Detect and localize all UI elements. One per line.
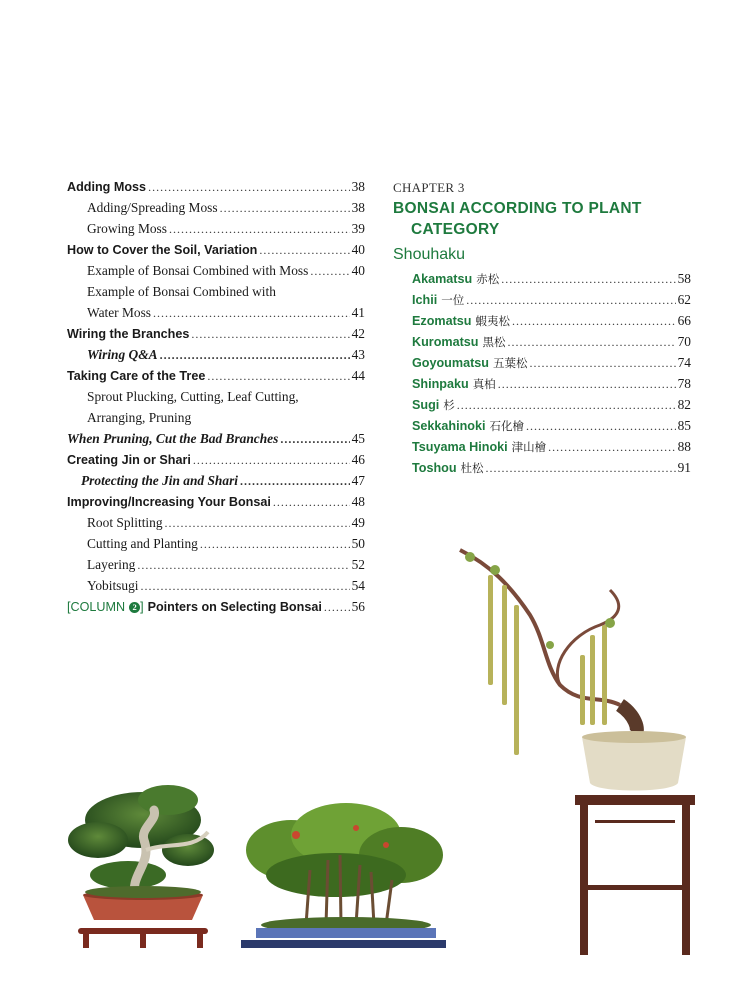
toc-entry: [67, 365, 365, 386]
toc-entry-label: Example of Bonsai Combined with Moss: [87, 263, 309, 278]
plant-toc-entry: [412, 373, 691, 394]
toc-page-number: 74: [677, 355, 691, 370]
dot-leader: [310, 261, 349, 282]
toc-page-number: 85: [677, 418, 691, 433]
toc-page-number: 58: [677, 271, 691, 286]
dot-leader: [512, 311, 676, 332]
toc-entry: [67, 428, 365, 449]
dot-leader: [507, 332, 675, 353]
plant-toc-entry: [412, 310, 691, 331]
toc-entry-label: Arranging, Pruning: [87, 410, 192, 425]
column-entry-label: Pointers on Selecting Bonsai: [147, 600, 322, 614]
toc-page-number: 40: [351, 242, 365, 257]
dot-leader: [273, 492, 350, 513]
toc-page-number: 50: [351, 536, 365, 551]
dot-leader: [160, 345, 350, 366]
plant-name: Kuromatsu: [412, 335, 479, 349]
right-toc: [412, 268, 691, 478]
toc-entry-label: Taking Care of the Tree: [67, 369, 206, 383]
toc-entry: [67, 554, 365, 575]
toc-page-number: 78: [677, 376, 691, 391]
chapter-label: CHAPTER 3: [393, 180, 465, 195]
forest-bonsai-photo: [236, 800, 451, 960]
toc-entry: [67, 491, 365, 512]
column-prefix: [COLUMN: [67, 600, 126, 614]
toc-page-number: 56: [351, 599, 365, 614]
plant-toc-entry: [412, 331, 691, 352]
toc-entry-label: Wiring the Branches: [67, 327, 190, 341]
toc-page-number: 48: [351, 494, 365, 509]
toc-page-number: 91: [677, 460, 691, 475]
dot-leader: [191, 324, 349, 345]
dot-leader: [169, 219, 350, 240]
toc-entry-label: When Pruning, Cut the Bad Branches: [67, 431, 279, 446]
dot-leader: [165, 513, 350, 534]
toc-entry: [67, 449, 365, 470]
toc-entry-label: Wiring Q&A: [87, 347, 158, 362]
dot-leader: [207, 366, 349, 387]
dot-leader: [200, 534, 350, 555]
toc-entry: [67, 470, 365, 491]
toc-entry-label: Improving/Increasing Your Bonsai: [67, 495, 271, 509]
dot-leader: [193, 450, 350, 471]
toc-entry: [67, 533, 365, 554]
chapter-title-line2: CATEGORY: [411, 221, 500, 238]
toc-page-number: 40: [351, 263, 365, 278]
toc-entry: [67, 302, 365, 323]
toc-page-number: 39: [351, 221, 365, 236]
plant-name: Akamatsu: [412, 272, 473, 286]
plant-name: Sekkahinoki: [412, 419, 486, 433]
toc-entry-label: Adding/Spreading Moss: [87, 200, 218, 215]
dot-leader: [153, 303, 350, 324]
toc-entry-label: Yobitsugi: [87, 578, 139, 593]
toc-entry: [67, 344, 365, 365]
toc-page-number: 43: [351, 347, 365, 362]
plant-kanji: 真柏: [472, 377, 496, 391]
juniper-bonsai-photo: [58, 780, 228, 960]
toc-page-number: 70: [677, 334, 691, 349]
plant-toc-entry: [412, 457, 691, 478]
section-heading: Shouhaku: [393, 246, 466, 263]
toc-entry: [67, 260, 365, 281]
plant-toc-entry: [412, 436, 691, 457]
toc-entry-label: Cutting and Planting: [87, 536, 198, 551]
plant-toc-entry: [412, 289, 691, 310]
chapter-title-line1: BONSAI ACCORDING TO PLANT: [393, 200, 642, 217]
toc-entry-label: Water Moss: [87, 305, 152, 320]
chapter-title: [393, 198, 693, 240]
hanging-blossom-bonsai-on-stand-photo: [450, 545, 700, 965]
toc-entry-label: Example of Bonsai Combined with: [87, 284, 276, 299]
toc-entry-label: Growing Moss: [87, 221, 167, 236]
toc-page-number: 82: [677, 397, 691, 412]
toc-page-number: 44: [351, 368, 365, 383]
toc-page-number: 47: [351, 473, 365, 488]
dot-leader: [548, 437, 675, 458]
plant-kanji: 杉: [443, 398, 455, 412]
left-toc: [67, 176, 365, 617]
toc-page-number: 49: [351, 515, 365, 530]
dot-leader: [137, 555, 349, 576]
plant-name: Goyoumatsu: [412, 356, 489, 370]
dot-leader: [240, 471, 350, 492]
plant-name: Tsuyama Hinoki: [412, 440, 508, 454]
plant-toc-entry: [412, 394, 691, 415]
plant-kanji: 蝦夷松: [475, 314, 510, 328]
toc-page-number: 88: [677, 439, 691, 454]
dot-leader: [259, 240, 349, 261]
toc-page-number: 62: [677, 292, 691, 307]
toc-entry: [67, 239, 365, 260]
toc-entry-label: Adding Moss: [67, 180, 147, 194]
dot-leader: [526, 416, 676, 437]
toc-entry: [67, 218, 365, 239]
plant-kanji: 津山檜: [511, 440, 547, 454]
toc-page-number: 45: [351, 431, 365, 446]
dot-leader: [324, 597, 350, 618]
dot-leader: [529, 353, 675, 374]
dot-leader: [140, 576, 349, 597]
toc-entry-label: Creating Jin or Shari: [67, 453, 191, 467]
dot-leader: [486, 458, 676, 479]
dot-leader: [148, 177, 350, 198]
toc-entry-label: Layering: [87, 557, 136, 572]
toc-page-number: 54: [351, 578, 365, 593]
toc-page-number: 66: [677, 313, 691, 328]
toc-entry: [67, 575, 365, 596]
dot-leader: [220, 198, 350, 219]
dot-leader: [466, 290, 675, 311]
toc-entry: [67, 176, 365, 197]
plant-kanji: 杜松: [460, 461, 484, 475]
toc-entry: [67, 407, 365, 428]
toc-entry: [67, 281, 365, 302]
toc-entry-label: Sprout Plucking, Cutting, Leaf Cutting,: [87, 389, 299, 404]
toc-entry: [67, 386, 365, 407]
toc-entry-label: Root Splitting: [87, 515, 163, 530]
column-entry: [67, 596, 365, 617]
plant-name: Ezomatsu: [412, 314, 472, 328]
plant-kanji: 石化檜: [489, 419, 524, 433]
plant-kanji: 黒松: [482, 335, 506, 349]
toc-entry-label: Protecting the Jin and Shari: [81, 473, 238, 488]
plant-toc-entry: [412, 415, 691, 436]
plant-name: Sugi: [412, 398, 440, 412]
plant-name: Shinpaku: [412, 377, 469, 391]
toc-page-number: 52: [351, 557, 365, 572]
plant-toc-entry: [412, 268, 691, 289]
toc-page-number: 41: [351, 305, 365, 320]
plant-kanji: 赤松: [476, 272, 500, 286]
plant-kanji: 五葉松: [492, 356, 528, 370]
plant-name: Ichii: [412, 293, 438, 307]
toc-page-number: 42: [351, 326, 365, 341]
dot-leader: [501, 269, 675, 290]
toc-entry: [67, 323, 365, 344]
toc-page-number: 38: [351, 179, 365, 194]
toc-entry-label: How to Cover the Soil, Variation: [67, 243, 258, 257]
plant-kanji: 一位: [441, 293, 465, 307]
plant-name: Toshou: [412, 461, 457, 475]
dot-leader: [280, 429, 349, 450]
toc-entry: [67, 197, 365, 218]
plant-toc-entry: [412, 352, 691, 373]
toc-entry: [67, 512, 365, 533]
dot-leader: [457, 395, 676, 416]
dot-leader: [498, 374, 676, 395]
toc-page-number: 38: [351, 200, 365, 215]
column-number-badge: 2: [129, 602, 140, 613]
toc-page-number: 46: [351, 452, 365, 467]
column-suffix: ]: [140, 600, 144, 614]
